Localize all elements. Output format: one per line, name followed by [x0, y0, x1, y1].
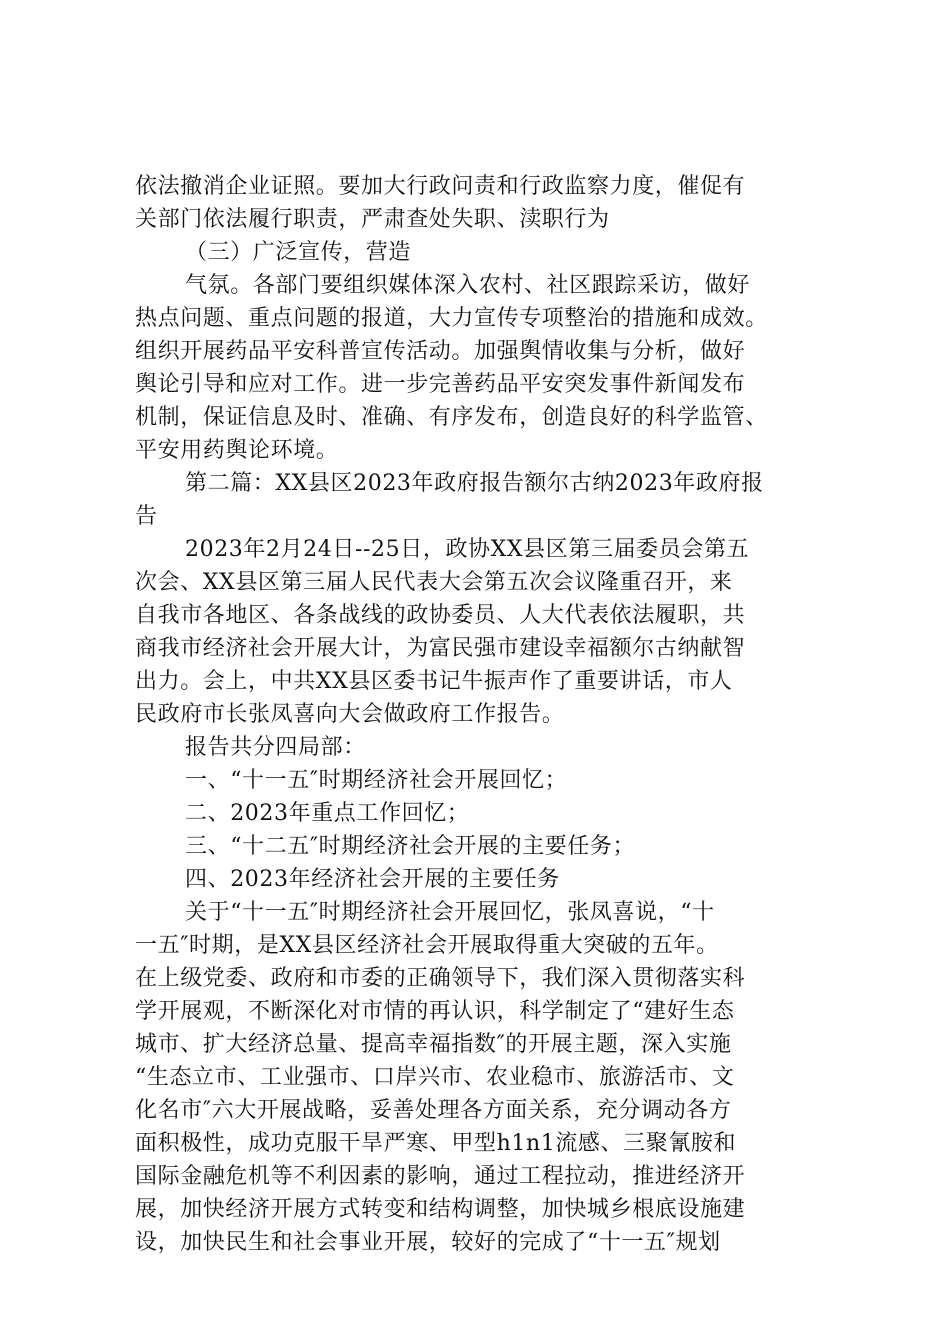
text-line: 次会、XX县区第三届人民代表大会第五次会议隆重召开，来 — [135, 570, 733, 595]
text-line: 平安用药舆论环境。 — [135, 438, 339, 463]
text-line: 关部门依法履行职责，严肃查处失职、渎职行为 — [135, 207, 610, 232]
chapter-title-continued: 告 — [135, 504, 158, 529]
text-line: 设，加快民生和社会事业开展，较好的完成了“十一五″规划 — [135, 1230, 721, 1255]
text-line: 一五″时期，是XX县区经济社会开展取得重大突破的五年。 — [135, 933, 719, 958]
text-line: 机制，保证信息及时、准确、有序发布，创造良好的科学监管、 — [135, 405, 768, 430]
text-line: 城市、扩大经济总量、提高幸福指数″的开展主题，深入实施 — [135, 1032, 732, 1057]
text-line: 面积极性，成功克服干旱严寒、甲型h1n1流感、三聚氰胺和 — [135, 1131, 737, 1156]
list-item: 一、“十一五″时期经济社会开展回忆； — [185, 768, 568, 793]
section-heading: （三）广泛宣传，营造 — [185, 240, 412, 265]
text-line: 气氛。各部门要组织媒体深入农村、社区跟踪采访，做好 — [185, 273, 751, 298]
text-line: 学开展观，不断深化对市情的再认识，科学制定了“建好生态 — [135, 999, 735, 1024]
text-line: 民政府市长张凤喜向大会做政府工作报告。 — [135, 702, 565, 727]
text-line: 展，加快经济开展方式转变和结构调整，加快城乡根底设施建 — [135, 1197, 746, 1222]
text-line: 2023年2月24日--25日，政协XX县区第三届委员会第五 — [185, 537, 750, 562]
text-line: 热点问题、重点问题的报道，大力宣传专项整治的措施和成效。 — [135, 306, 768, 331]
text-line: 舆论引导和应对工作。进一步完善药品平安突发事件新闻发布 — [135, 372, 746, 397]
text-line: 报告共分四局部： — [185, 735, 366, 760]
text-line: 自我市各地区、各条战线的政协委员、人大代表依法履职，共 — [135, 603, 746, 628]
text-line: 化名市″六大开展战略，妥善处理各方面关系，充分调动各方 — [135, 1098, 732, 1123]
text-line: 依法撤消企业证照。要加大行政问责和行政监察力度，催促有 — [135, 174, 746, 199]
chapter-title: 第二篇：XX县区2023年政府报告额尔古纳2023年政府报 — [185, 471, 764, 496]
list-item: 二、2023年重点工作回忆； — [185, 801, 470, 826]
text-line: 商我市经济社会开展大计，为富民强市建设幸福额尔古纳献智 — [135, 636, 746, 661]
text-line: 出力。会上，中共XX县区委书记牛振声作了重要讲话，市人 — [135, 669, 733, 694]
text-line: 国际金融危机等不利因素的影响，通过工程拉动，推进经济开 — [135, 1164, 746, 1189]
list-item: 三、“十二五″时期经济社会开展的主要任务； — [185, 834, 636, 859]
text-line: “生态立市、工业强市、口岸兴市、农业稳市、旅游活市、文 — [135, 1065, 735, 1090]
text-line: 在上级党委、政府和市委的正确领导下，我们深入贯彻落实科 — [135, 966, 746, 991]
text-line: 关于“十一五″时期经济社会开展回忆，张凤喜说，“十 — [185, 900, 715, 925]
text-line: 组织开展药品平安科普宣传活动。加强舆情收集与分析，做好 — [135, 339, 746, 364]
list-item: 四、2023年经济社会开展的主要任务 — [185, 867, 560, 892]
